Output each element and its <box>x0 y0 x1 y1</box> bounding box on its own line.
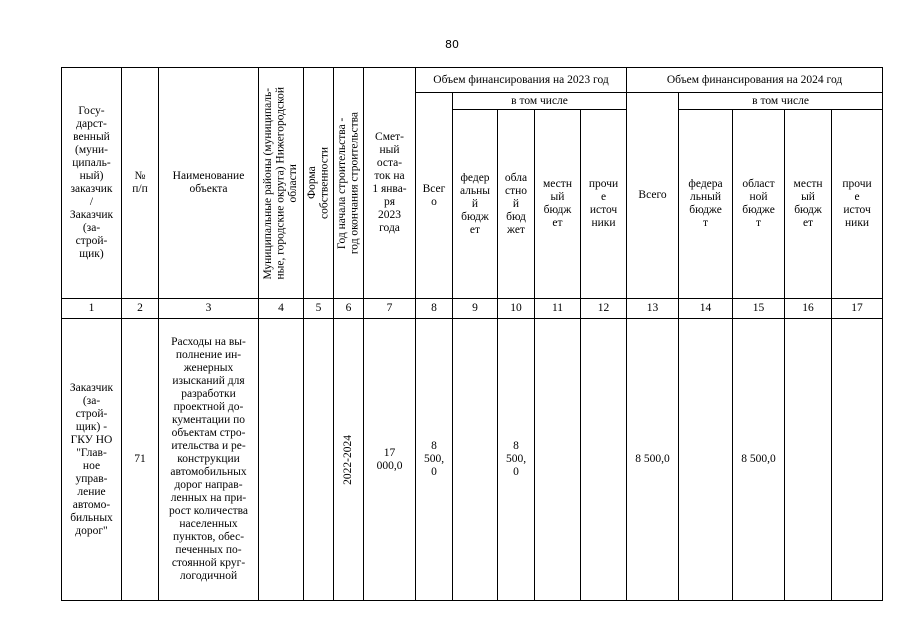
header-regional-2024: област ной бюдже т <box>733 110 785 299</box>
column-number: 13 <box>627 299 679 319</box>
column-number-row <box>62 299 883 319</box>
row-total-2024: 8 500,0 <box>627 319 679 601</box>
row-other-2024 <box>832 319 883 601</box>
header-federal-2024: федера льный бюдже т <box>679 110 733 299</box>
header-other-2023: прочи е источ ники <box>581 110 627 299</box>
header-districts-cell <box>259 68 304 299</box>
row-local-2024 <box>785 319 832 601</box>
column-number: 8 <box>416 299 453 319</box>
header-districts: Муниципальные районы (муниципаль- ные, городские округа) Нижегородской области <box>262 86 300 280</box>
header-years-cell <box>334 68 364 299</box>
header-ownership: Форма собственности <box>306 147 331 219</box>
column-number: 15 <box>733 299 785 319</box>
row-years: 2022-2024 <box>342 434 355 485</box>
column-number: 12 <box>581 299 627 319</box>
header-funding-2024: Объем финансирования на 2024 год <box>627 68 883 93</box>
row-federal-2024 <box>679 319 733 601</box>
header-local-2023: местн ый бюдж ет <box>535 110 581 299</box>
table-row <box>62 319 883 601</box>
row-customer: Заказчик (за- строй- щик) - ГКУ НО "Глав- ное управ- ление автомо- бильных дорог" <box>62 319 122 601</box>
column-number: 3 <box>159 299 259 319</box>
column-number: 2 <box>122 299 159 319</box>
row-total-2023: 8 500, 0 <box>416 319 453 601</box>
row-other-2023 <box>581 319 627 601</box>
row-ownership <box>304 319 334 601</box>
column-number: 1 <box>62 299 122 319</box>
header-years: Год начала строительства - год окончания строительства <box>336 111 361 255</box>
column-number: 5 <box>304 299 334 319</box>
header-regional-2023: обла стно й бюд жет <box>498 110 535 299</box>
row-number: 71 <box>122 319 159 601</box>
page-number: 80 <box>445 38 459 51</box>
header-other-2024: прочи е источ ники <box>832 110 883 299</box>
column-number: 7 <box>364 299 416 319</box>
column-number: 17 <box>832 299 883 319</box>
column-number: 4 <box>259 299 304 319</box>
header-including-2024: в том числе <box>679 93 883 110</box>
column-number: 14 <box>679 299 733 319</box>
row-estimate-balance: 17 000,0 <box>364 319 416 601</box>
row-districts <box>259 319 304 601</box>
header-estimate-balance: Смет- ный оста- ток на 1 янва- ря 2023 года <box>364 68 416 299</box>
column-number: 10 <box>498 299 535 319</box>
row-object-name: Расходы на вы- полнение ин- женерных изысканий для разработки проектной до- кументации по объектам стро- ительства и ре- конструкции автомобильных дорог направ- ленных на при- рост количества населенных пунктов, обес- печенных по- стоянной круг- логодичной <box>159 319 259 601</box>
column-number: 16 <box>785 299 832 319</box>
header-funding-2023: Объем финансирования на 2023 год <box>416 68 627 93</box>
header-total-2024: Всего <box>627 93 679 299</box>
row-regional-2024: 8 500,0 <box>733 319 785 601</box>
header-including-2023: в том числе <box>453 93 627 110</box>
header-number: № п/п <box>122 68 159 299</box>
header-total-2023: Всег о <box>416 93 453 299</box>
header-local-2024: местн ый бюдж ет <box>785 110 832 299</box>
header-object-name: Наименование объекта <box>159 68 259 299</box>
row-regional-2023: 8 500, 0 <box>498 319 535 601</box>
column-number: 6 <box>334 299 364 319</box>
row-federal-2023 <box>453 319 498 601</box>
header-ownership-cell <box>304 68 334 299</box>
row-years-cell <box>334 319 364 601</box>
header-federal-2023: федер альны й бюдж ет <box>453 110 498 299</box>
column-number: 9 <box>453 299 498 319</box>
header-customer: Госу- дарст- венный (муни- ципаль- ный) заказчик / Заказчик (за- строй- щик) <box>62 68 122 299</box>
column-number: 11 <box>535 299 581 319</box>
row-local-2023 <box>535 319 581 601</box>
financing-table <box>61 67 883 601</box>
